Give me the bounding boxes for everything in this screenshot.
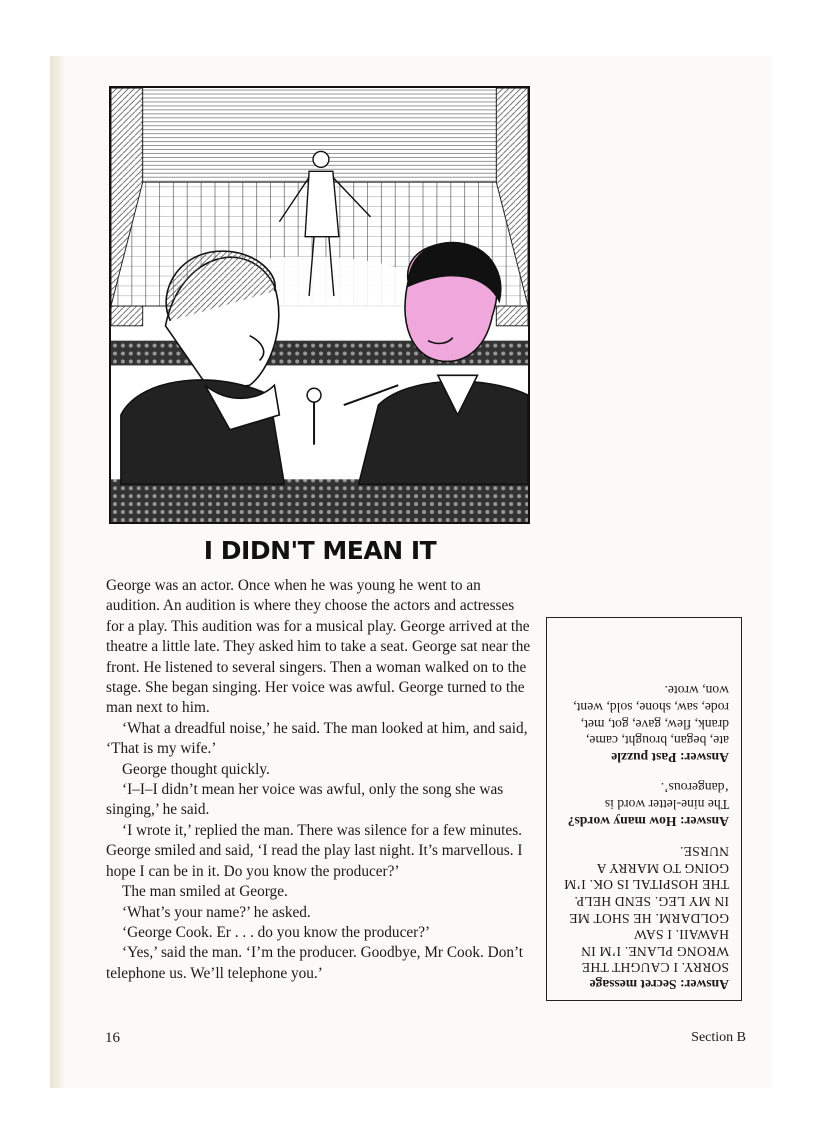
answer-text: SORRY. I CAUGHT THE WRONG PLANE. I’M IN HAWAII. I SAW GOLDARM. HE SHOT ME IN MY LEG. SEND HELP. THE HOSPITAL IS OK. I’M GOING TO MARRY A NURSE. [564,844,729,976]
page-gutter-shadow [50,56,66,1088]
upside-down-answer-box [546,617,742,1001]
story-paragraph: ‘I wrote it,’ replied the man. There was silence for a few minutes. George smiled and said, ‘I read the play last night. It’s marvellous. I hope I can be in it. Do you know the producer?’ [106,821,523,880]
answer-text: The nine-letter word is ‘dangerous’. [604,780,729,813]
story-title: I DIDN'T MEAN IT [203,536,437,565]
answer-label: Answer: [679,977,729,992]
section-label: Section B [691,1030,746,1045]
answer-text: ate, began, brought, came, drank, flew, gave, got, met, rode, saw, shone, sold, went, won, wrote. [573,683,729,749]
answer-how-many-words [557,779,729,829]
story-paragraph: George thought quickly. [122,760,270,778]
answer-label: Answer: [679,749,729,765]
answer-box-content [547,618,741,1000]
answer-secret-message [557,843,729,992]
story-paragraph: ‘Yes,’ said the man. ‘I’m the producer. Goodbye, Mr Cook. Don’t telephone us. We’ll telephone you.’ [106,944,524,982]
story-illustration [109,86,530,524]
answer-title: Secret message [589,977,677,992]
story-paragraph: ‘What a dreadful noise,’ he said. The man looked at him, and said, ‘That is my wife.’ [106,719,528,758]
theatre-scene-drawing [111,88,528,522]
story-paragraph: The man smiled at George. [122,883,288,901]
story-paragraph: ‘George Cook. Er . . . do you know the producer?’ [122,923,431,941]
answer-past-puzzle [557,682,729,765]
answer-title: How many words? [567,813,677,829]
page-number: 16 [105,1030,120,1046]
story-paragraph: ‘I–I–I didn’t mean her voice was awful, only the song she was singing,’ he said. [106,781,504,819]
story-paragraph: George was an actor. Once when he was young he went to an audition. An audition is where they choose the actors and actresses for a play. This audition was for a musical play. George arrived at the theatre a little late. They asked him to take a seat. George sat near the front. He listened to several singers. Then a woman walked on to the stage. She began singing. Her voice was awful. George turned to the man next to him. [106,577,531,717]
story-body [106,576,532,984]
answer-label: Answer: [679,813,729,829]
story-paragraph: ‘What’s your name?’ he asked. [122,903,311,921]
answer-title: Past puzzle [611,749,677,765]
